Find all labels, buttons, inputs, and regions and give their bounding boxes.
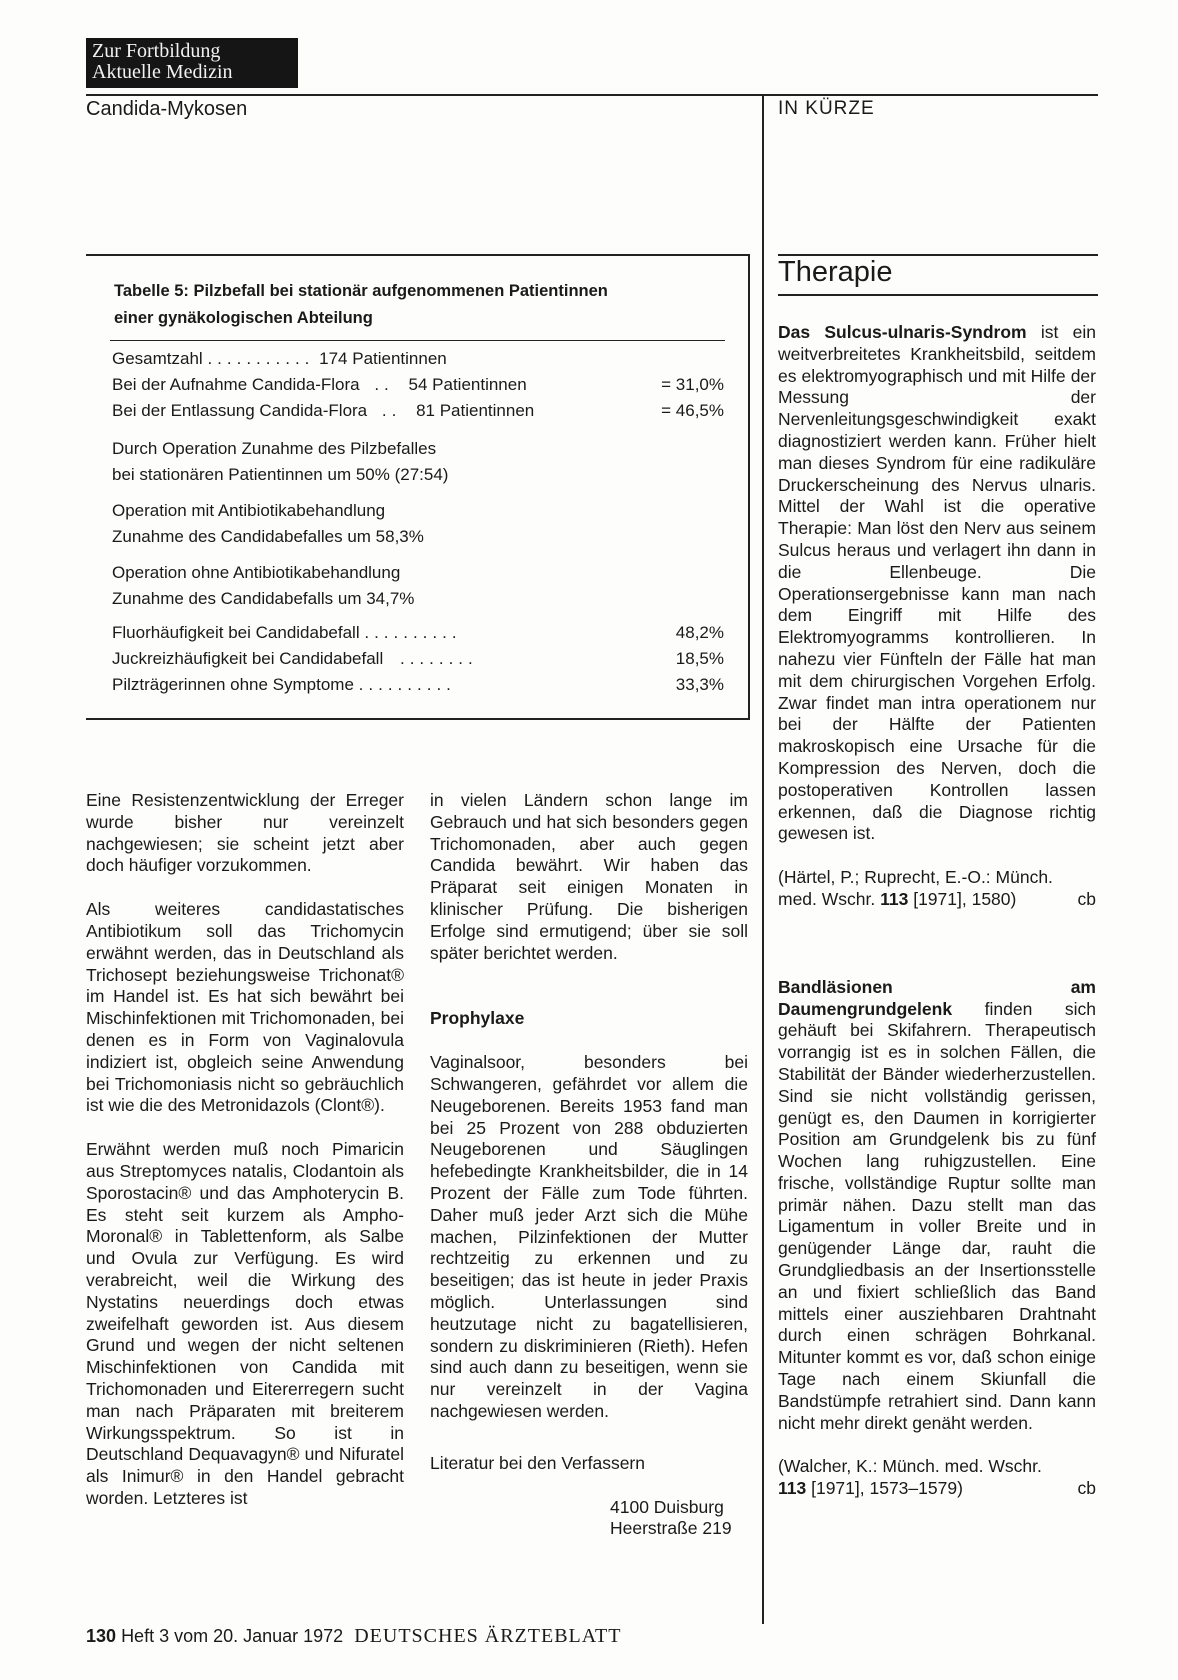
- table-block: [112, 560, 724, 612]
- paragraph: Eine Resistenzentwicklung der Erreger wurde bisher nur vereinzelt nachgewiesen; sie scheint jetzt aber doch häufiger vorzukommen.: [86, 790, 404, 876]
- table-row: [112, 346, 724, 372]
- reference-line: (Walcher, K.: Münch. med. Wschr.: [778, 1456, 1042, 1477]
- paragraph: Erwähnt werden muß noch Pimaricin aus Streptomyces natalis, Clodantoin als Sporostacin® und das Amphoterycin B. Es steht seit kurzem als Ampho-Moronal® in Tablettenform, als Salbe und Ovula zur Verfügung. Es wird verabreicht, weil die Wirkung des Nystatins neuerdings doch etwas zweifelhaft geworden ist. Aus diesem Grund und wegen der nicht seltenen Mischinfektionen von Candida mit Trichomonaden und Eitererregern sucht man nach Präparaten mit breiterem Wirkungsspektrum. So ist in Deutschland Dequavagyn® und Nifuratel als Inimur® in den Handel gebracht worden. Letzteres ist: [86, 1139, 404, 1508]
- reference-journal: med. Wschr.: [778, 888, 881, 909]
- table-stat-row: [112, 646, 724, 672]
- stat-label: Juckreizhäufigkeit bei Candidabefall: [112, 649, 384, 668]
- row-label: Bei der Entlassung Candida-Flora: [112, 401, 368, 420]
- row-percent: = 46,5%: [661, 401, 724, 420]
- row-dots: ...........: [207, 349, 315, 368]
- stat-label: Fluorhäufigkeit bei Candidabefall: [112, 623, 360, 642]
- table-stat-row: [112, 620, 724, 646]
- reference-volume: 113: [778, 1478, 807, 1499]
- reference-year: [1971], 1573–1579): [806, 1478, 963, 1499]
- table-caption-line-2: einer gynäkologischen Abteilung: [114, 309, 373, 327]
- block-line: Zunahme des Candidabefalles um 58,3%: [112, 527, 424, 546]
- row-value: 174 Patientinnen: [319, 349, 447, 368]
- stat-label: Pilzträgerinnen ohne Symptome: [112, 675, 354, 694]
- table-row: [112, 398, 724, 424]
- article-reference: [778, 1456, 1096, 1500]
- magazine-name: DEUTSCHES ÄRZTEBLATT: [354, 1625, 622, 1647]
- block-line: Durch Operation Zunahme des Pilzbefalles: [112, 439, 437, 458]
- table-caption: [114, 278, 724, 332]
- table-block: [112, 436, 724, 488]
- stat-dots: ..........: [364, 623, 462, 642]
- row-value: 81 Patientinnen: [416, 401, 535, 420]
- stat-value: 33,3%: [675, 675, 724, 694]
- page-number: 130: [86, 1626, 117, 1646]
- article-sulcus: [778, 322, 1096, 845]
- row-dots: ..: [374, 375, 394, 394]
- block-line: Operation mit Antibiotikabehandlung: [112, 501, 386, 520]
- reference-line: (Härtel, P.; Ruprecht, E.-O.: Münch.: [778, 867, 1053, 888]
- table-caption-rule: [110, 340, 725, 341]
- header-topic: Candida-Mykosen: [86, 98, 248, 120]
- article-bandlaesion: [778, 977, 1096, 1435]
- article-text: ist ein weitverbreitetes Krankheitsbild, seitdem es elektromyographisch und mit Hilfe der Messung der Nervenleitungsgeschwindigkeit exakt diagnostiziert werden kann. Früher hielt man dieses Syndrom für eine radikuläre Druckerscheinung des Nervus ulnaris. Mittel der Wahl ist die operative Therapie: Man löst den Nerv aus seinem Sulcus heraus und verlagert ihn dann in die Ellenbeuge. Die Operationsergebnisse kann man nach dem Eingriff mit Hilfe des Elektromyogramms kontrollieren. In nahezu vier Fünfteln der Fälle hat man mit dem chirurgischen Vorgehen Erfolg. Zwar findet man intra operationem nur bei der Hälfte der Patienten makroskopisch eine Ursache für die Kompression des Nerven, doch die postoperativen Kontrollen lassen erkennen, daß die Diagnose richtig gewesen ist.: [778, 322, 1096, 844]
- reference-volume: 113: [880, 888, 909, 909]
- literature-note: Literatur bei den Verfassern: [430, 1452, 645, 1473]
- reference-line: [778, 1478, 1096, 1500]
- page-footer: [86, 1625, 621, 1648]
- address-line: Heerstraße 219: [610, 1518, 732, 1539]
- table-row: [112, 372, 724, 398]
- title-rule-bottom: [778, 294, 1098, 296]
- paragraph: Als weiteres candidastatisches Antibiotikum soll das Trichomycin erwähnt werden, das in Deutschland als Trichosept beziehungsweise Trichonat® im Handel ist. Es hat sich bewährt bei Mischinfektionen mit Trichomonaden, bei denen es in Form von Vaginalovula indiziert ist, obgleich seine Anwendung bei Trichomoniasis nicht so gebräuchlich ist wie die des Metronidazols (Clont®).: [86, 899, 404, 1116]
- table-block: [112, 498, 724, 550]
- stat-dots: ..........: [358, 675, 456, 694]
- row-label: Bei der Aufnahme Candida-Flora: [112, 375, 360, 394]
- block-line: Operation ohne Antibiotikabehandlung: [112, 563, 401, 582]
- column-3: [778, 322, 1096, 1500]
- row-label: Gesamtzahl: [112, 349, 203, 368]
- column-2: [430, 790, 748, 1540]
- badge-line-2: Aktuelle Medizin: [92, 61, 233, 83]
- row-dots: ..: [381, 401, 402, 420]
- stat-value: 48,2%: [675, 623, 724, 642]
- header-section: IN KÜRZE: [778, 98, 875, 119]
- address-line: 4100 Duisburg: [610, 1496, 724, 1517]
- row-percent: = 31,0%: [661, 375, 724, 394]
- table-caption-line-1: Tabelle 5: Pilzbefall bei stationär aufgenommenen Patientinnen: [114, 282, 608, 300]
- article-reference: [778, 867, 1096, 911]
- block-line: bei stationären Patientinnen um 50% (27:54): [112, 465, 449, 484]
- stat-dots: ........: [399, 649, 478, 668]
- row-value: 54 Patientinnen: [408, 375, 527, 394]
- reference-line: [778, 889, 1096, 911]
- section-title: Therapie: [778, 256, 893, 288]
- section-badge: [86, 38, 298, 88]
- section-heading: Prophylaxe: [430, 1008, 525, 1029]
- article-text: finden sich gehäuft bei Skifahrern. Therapeutisch vorrangig ist es in solchen Fällen, die Stabilität der Bänder wiederherzustellen. Sind sie nicht vollständig gerissen, genügt es, den Daumen in korrigierter Position am Grundgelenk bis zu fünf Wochen lang ruhigzustellen. Eine frische, vollständige Ruptur sollte man primär nähen. Dazu stellt man das Ligamentum in voller Breite und in genügender Länge dar, rauht die Grundgliedbasis an der Insertionsstelle an und fixiert schließlich das Band mittels einer ausziehbaren Drahtnaht durch einen schrägen Bohrkanal. Mitunter kommt es vor, daß schon einige Tage nach einem Skiunfall die Bandstümpfe retrahiert sind. Dann kann nicht mehr direkt genäht werden.: [778, 998, 1096, 1433]
- author-initials: cb: [1077, 888, 1096, 909]
- paragraph: in vielen Ländern schon lange im Gebrauch und hat sich besonders gegen Trichomonaden, aber auch gegen Candida bewährt. Wir haben das Präparat seit einigen Monaten in klinischer Prüfung. Die bisherigen Erfolge sind ermutigend; über sie soll später berichtet werden.: [430, 790, 748, 963]
- author-address: [430, 1497, 748, 1541]
- article-lead: Bandläsionen am Daumengrundgelenk: [778, 976, 1096, 1019]
- reference-year: [1971], 1580): [908, 888, 1017, 909]
- table-stat-row: [112, 672, 724, 698]
- header-rule: [86, 94, 1098, 96]
- author-initials: cb: [1077, 1478, 1096, 1499]
- issue-info: Heft 3 vom 20. Januar 1972: [121, 1626, 344, 1646]
- column-divider: [762, 94, 764, 1624]
- paragraph: Vaginalsoor, besonders bei Schwangeren, gefährdet vor allem die Neugeborenen. Bereits 1953 fand man bei 25 Prozent von 288 obduzierten Neugeborenen und Säuglingen hefebedingte Krankheitsbilder, die in 14 Prozent der Fälle zum Tode führten. Daher muß jeder Arzt sich die Mühe machen, Pilzinfektionen der Mutter rechtzeitig zu erkennen und zu beseitigen; das ist heute in jeder Praxis möglich. Unterlassungen sind heutzutage nicht zu bagatellisieren, sondern zu diskriminieren (Rieth). Hefen sind auch dann zu beseitigen, wenn sie nur vereinzelt in der Vagina nachgewiesen werden.: [430, 1052, 748, 1421]
- badge-line-1: Zur Fortbildung: [92, 40, 221, 62]
- stat-value: 18,5%: [675, 649, 724, 668]
- article-lead: Das Sulcus-ulnaris-Syndrom: [778, 322, 1027, 342]
- block-line: Zunahme des Candidabefalls um 34,7%: [112, 589, 415, 608]
- column-1: [86, 790, 404, 1510]
